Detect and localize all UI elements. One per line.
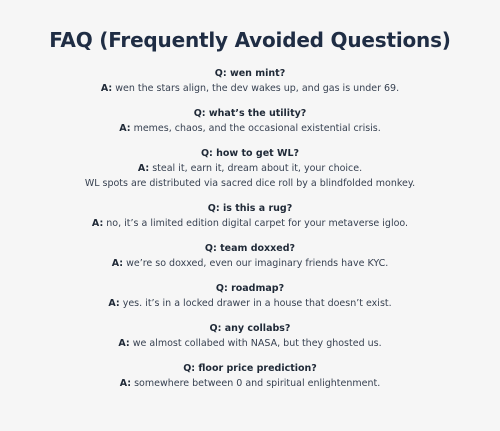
faq-question: Q: how to get WL?: [200, 148, 300, 159]
faq-question: Q: team doxxed?: [204, 243, 296, 254]
faq-answer: A: we almost collabed with NASA, but they ghosted us.: [118, 338, 382, 349]
faq-question: Q: wen mint?: [214, 68, 286, 79]
faq-item-rug: [0, 201, 500, 231]
faq-item-get-wl: [0, 146, 500, 191]
faq-list: [0, 66, 500, 391]
faq-answer: A: we’re so doxxed, even our imaginary friends have KYC.: [111, 258, 389, 269]
faq-answer-extra: WL spots are distributed via sacred dice roll by a blindfolded monkey.: [84, 178, 416, 189]
faq-answer: A: no, it’s a limited edition digital carpet for your metaverse igloo.: [91, 218, 409, 229]
faq-item-wen-mint: [0, 66, 500, 96]
faq-answer: A: steal it, earn it, dream about it, your choice.: [137, 163, 363, 174]
faq-item-collabs: [0, 321, 500, 351]
page-title: FAQ (Frequently Avoided Questions): [49, 28, 451, 52]
faq-item-team-doxxed: [0, 241, 500, 271]
faq-item-floor-price: [0, 361, 500, 391]
faq-question: Q: what’s the utility?: [193, 108, 307, 119]
faq-answer: A: somewhere between 0 and spiritual enlightenment.: [119, 378, 381, 389]
faq-answer: A: yes. it’s in a locked drawer in a house that doesn’t exist.: [108, 298, 392, 309]
faq-question: Q: is this a rug?: [207, 203, 293, 214]
faq-item-utility: [0, 106, 500, 136]
faq-question: Q: any collabs?: [209, 323, 291, 334]
faq-question: Q: roadmap?: [215, 283, 285, 294]
faq-question: Q: floor price prediction?: [183, 363, 317, 374]
faq-answer: A: memes, chaos, and the occasional existential crisis.: [119, 123, 381, 134]
faq-item-roadmap: [0, 281, 500, 311]
faq-answer: A: wen the stars align, the dev wakes up, and gas is under 69.: [100, 83, 400, 94]
